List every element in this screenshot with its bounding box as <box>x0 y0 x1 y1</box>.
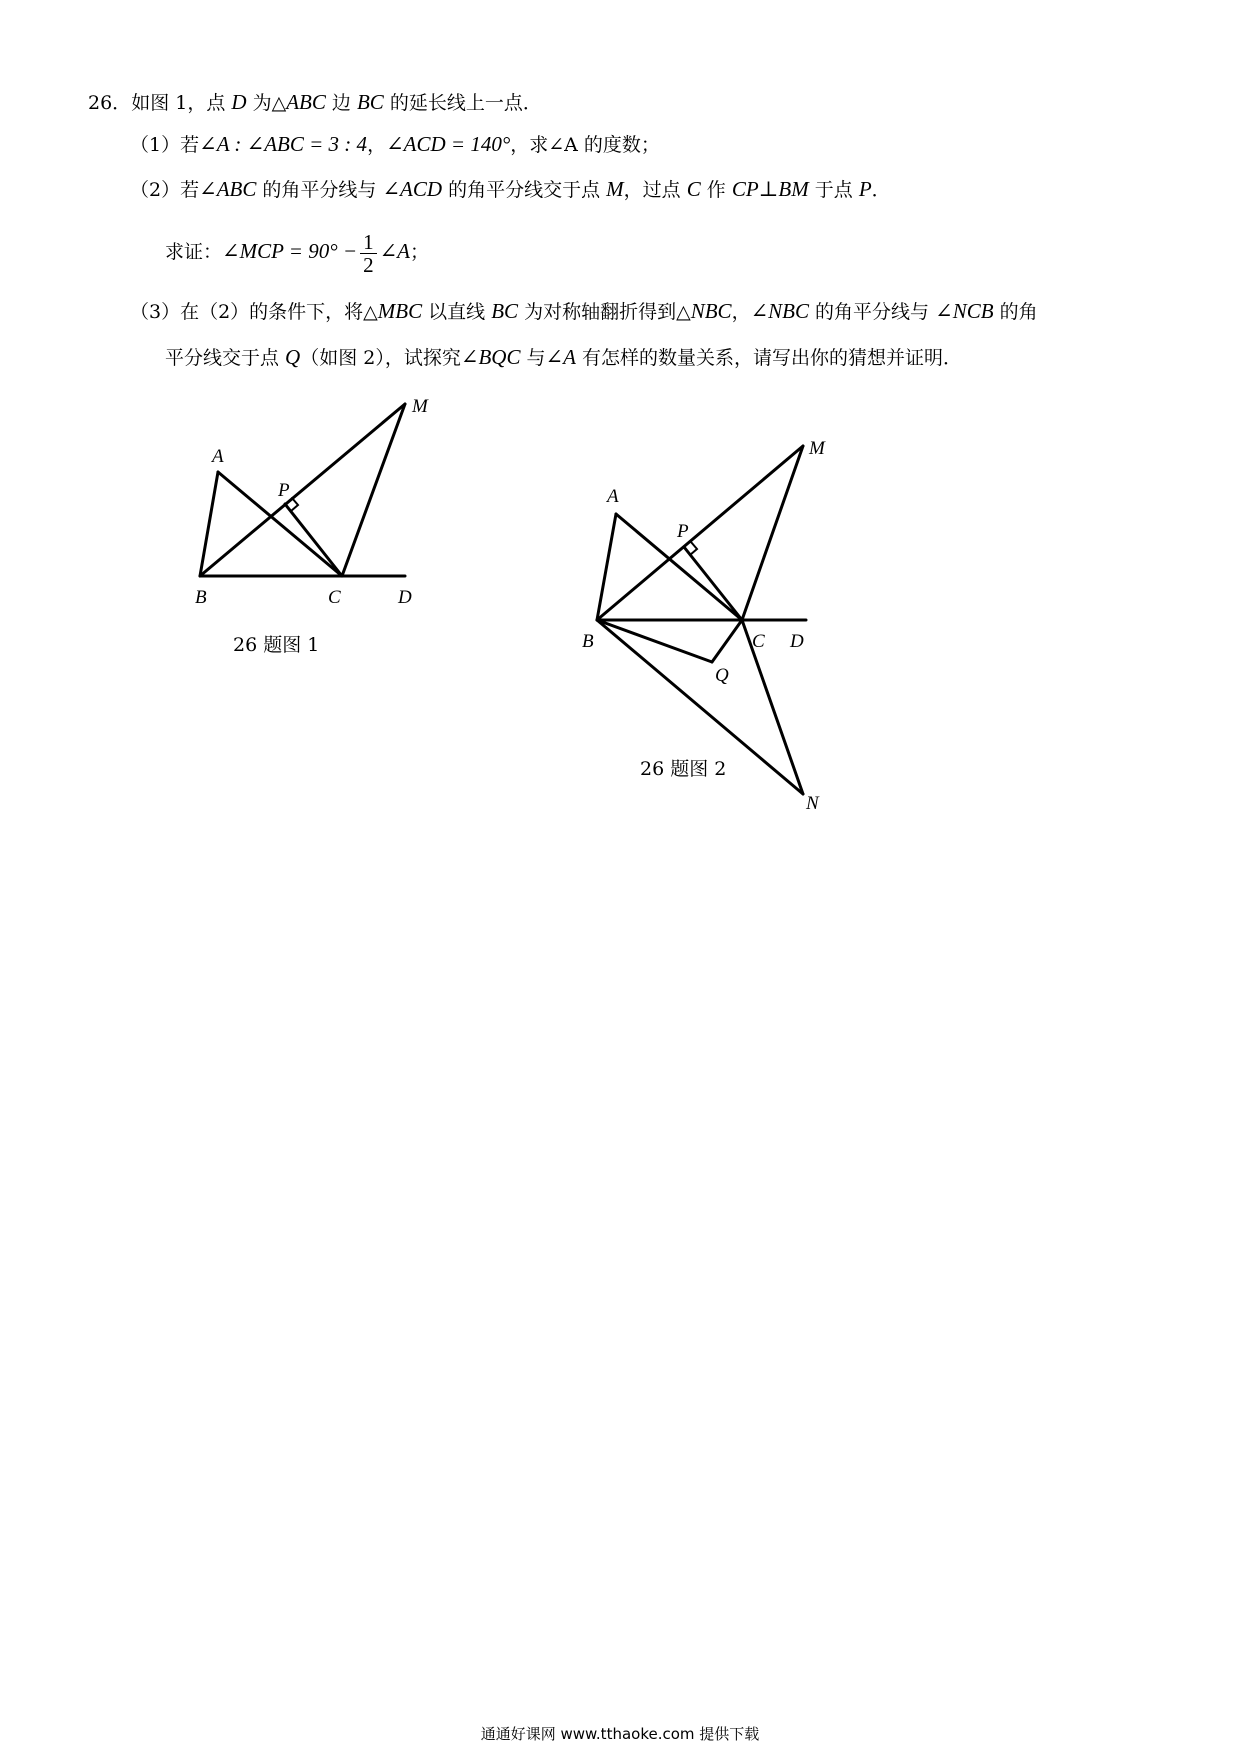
fig2-label-B: B <box>582 631 594 652</box>
question-number: 26． <box>88 92 132 114</box>
figure-2-caption: 26 题图 2 <box>640 758 727 780</box>
fig2-segment-CP <box>684 547 742 620</box>
one-half-fraction: $\frac{1}{2}$ <box>360 231 377 276</box>
angle-acd-expression: ∠ACD = 140° <box>386 132 511 156</box>
ratio-expression: ∠A : ∠ABC = 3 : 4 <box>199 132 368 156</box>
fig2-right-angle-mark <box>690 542 697 555</box>
fig2-segment-AB <box>597 514 616 620</box>
fig1-label-D: D <box>398 587 412 608</box>
part-2: （2）若∠ABC 的角平分线与 ∠ACD 的角平分线交于点 M，过点 C 作 CP⊥BM 于点 P． <box>130 177 891 201</box>
fig2-segment-CQ <box>712 620 742 662</box>
part-3-line-1: （3）在（2）的条件下，将△MBC 以直线 BC 为对称轴翻折得到△NBC，∠NBC 的角平分线与 ∠NCB 的角 <box>130 299 1038 323</box>
fig2-label-Q: Q <box>715 665 729 686</box>
figure-1-caption: 26 题图 1 <box>233 634 320 656</box>
figure-2 <box>597 446 806 794</box>
fig1-label-P: P <box>278 480 290 501</box>
fig2-label-D: D <box>790 631 804 652</box>
proof-statement: 求证：∠MCP = 90° − $\frac{1}{2}$ ∠A； <box>165 229 430 277</box>
fig1-label-B: B <box>195 587 207 608</box>
fig2-label-A: A <box>607 486 619 507</box>
fig1-segment-AB <box>200 472 218 576</box>
question-stem: 26．如图 1，点 D 为△ABC 边 BC 的延长线上一点． <box>88 90 542 114</box>
fig2-label-P: P <box>677 521 689 542</box>
fig1-label-M: M <box>412 396 428 417</box>
fig1-segment-CP <box>285 504 342 576</box>
fig2-label-C: C <box>752 631 765 652</box>
part-1: （1）若∠A : ∠ABC = 3 : 4，∠ACD = 140°，求∠A 的度数； <box>130 132 660 156</box>
fig2-label-N: N <box>806 793 819 814</box>
fig1-label-A: A <box>212 446 224 467</box>
fig2-label-M: M <box>809 438 825 459</box>
part-3-line-2: 平分线交于点 Q（如图 2），试探究∠BQC 与∠A 有怎样的数量关系，请写出你的猜想并证明． <box>165 345 962 369</box>
footer-source: 通通好课网 www.tthaoke.com 提供下载 <box>480 1725 760 1743</box>
fig1-label-C: C <box>328 587 341 608</box>
fig2-segment-BQ <box>597 620 712 662</box>
figure-1 <box>200 404 405 576</box>
